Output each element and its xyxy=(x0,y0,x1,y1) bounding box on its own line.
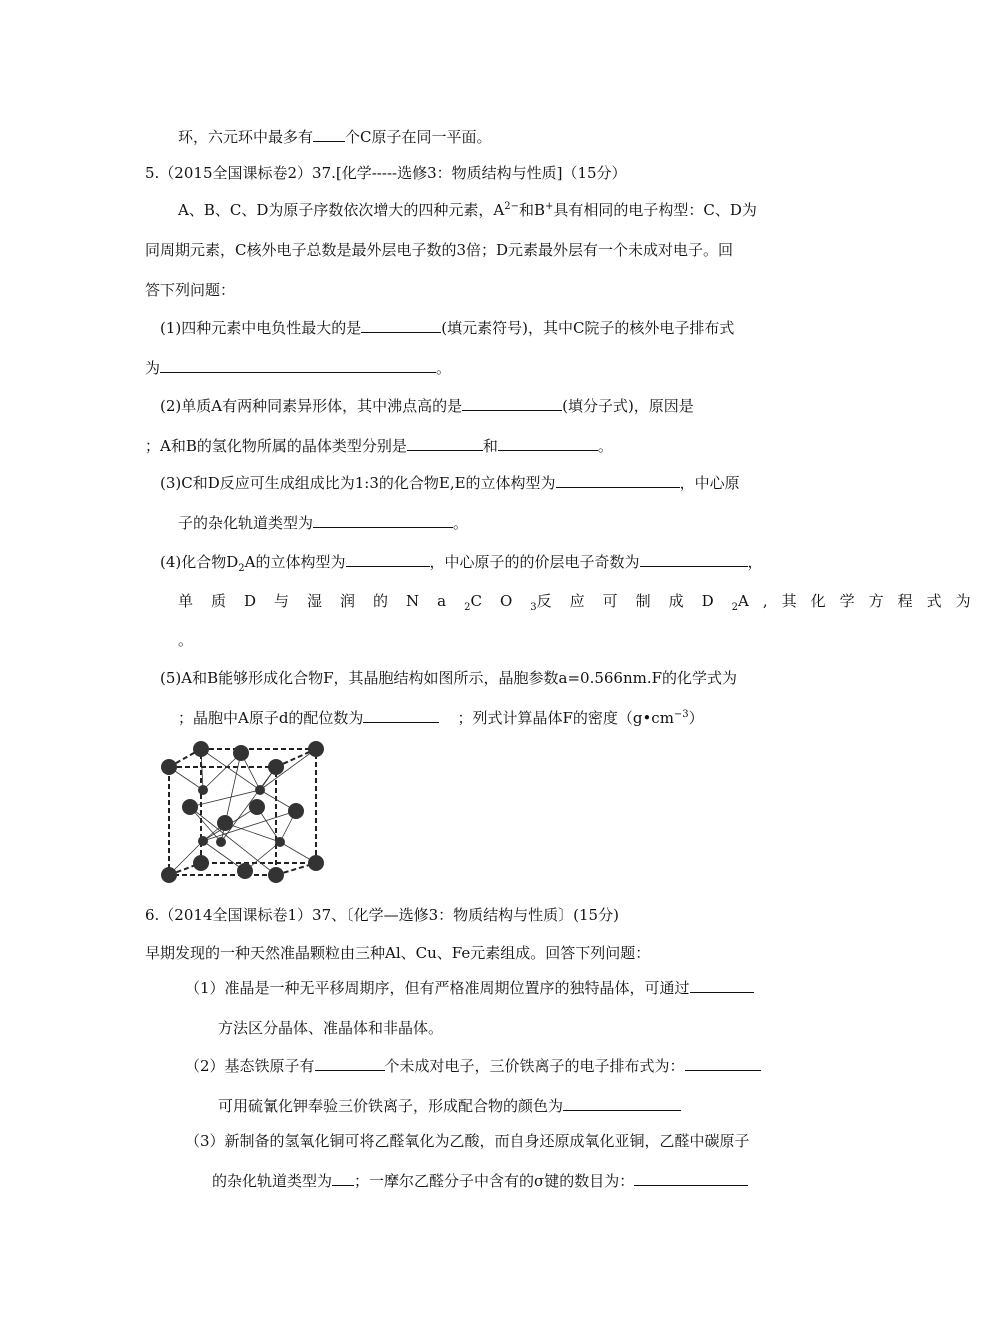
answer-blank[interactable] xyxy=(685,1056,761,1071)
q5-p4-text: (4)化合物D xyxy=(160,553,239,571)
q4-tail-text-a: 环，六元环中最多有 xyxy=(178,128,314,146)
q5-p4-line-3: 。 xyxy=(178,631,194,649)
subscript: 2 xyxy=(464,602,471,613)
q5-p1-text: (1)四种元素中电负性最大的是 xyxy=(160,319,362,337)
q5-p1-text: 。 xyxy=(436,359,452,377)
q5-p1-text: (填元素符号)，其中C院子的核外电子排布式 xyxy=(441,319,735,337)
atom xyxy=(268,867,284,883)
answer-blank[interactable] xyxy=(690,978,754,993)
q5-p3-text: ，中心原 xyxy=(679,474,740,492)
q5-p4-line-2 xyxy=(178,591,985,611)
atom xyxy=(255,785,265,795)
q5-p2-line-1 xyxy=(160,396,694,416)
superscript: 2− xyxy=(504,201,519,212)
q6-p3-line-1: （3）新制备的氢氧化铜可将乙醛氧化为乙酸，而自身还原成氧化亚铜，乙醛中碳原子 xyxy=(185,1132,750,1150)
q5-p2-line-2 xyxy=(145,436,613,456)
q5-p5-text: ；列式计算晶体F的密度（g•cm xyxy=(457,709,674,727)
q5-p4-text: 单质D与湿润的Na xyxy=(178,592,465,610)
atoms-large xyxy=(161,741,324,883)
answer-blank[interactable] xyxy=(313,127,345,142)
q5-p4-text: CO xyxy=(470,592,531,610)
q6-p2-line-1 xyxy=(185,1056,761,1076)
answer-blank[interactable] xyxy=(563,1096,681,1111)
q5-p5-line-1 xyxy=(160,668,737,688)
q5-p4-text: ，中心原子的的价层电子奇数为 xyxy=(429,553,640,571)
atom xyxy=(198,836,208,846)
answer-blank[interactable] xyxy=(160,358,436,373)
q5-p5-text: (5)A和B能够形成化合物F，其晶胞结构如图所示，晶胞参数a=0.566nm.F的化学式为 xyxy=(160,669,738,687)
q5-p4-text: 反应可制成D xyxy=(536,592,732,610)
answer-blank[interactable] xyxy=(363,708,439,723)
q5-p5-text: ；晶胞中A原子d的配位数为 xyxy=(178,709,364,727)
q5-intro-text: 具有相同的电子构型：C、D为 xyxy=(553,201,757,219)
q6-p2-line-2 xyxy=(218,1096,681,1116)
atom xyxy=(161,759,177,775)
q5-p5-text: ） xyxy=(688,709,704,727)
atom xyxy=(275,837,285,847)
atom xyxy=(182,799,198,815)
q6-p3-line-2 xyxy=(212,1171,748,1191)
q5-p1-text: 为 xyxy=(145,359,161,377)
answer-blank[interactable] xyxy=(462,396,562,411)
answer-blank[interactable] xyxy=(361,318,441,333)
q5-intro-line-3: 答下列问题： xyxy=(145,281,236,299)
atom xyxy=(288,803,304,819)
q6-p3-text: ；一摩尔乙醛分子中含有的σ键的数目为： xyxy=(354,1172,635,1190)
atom xyxy=(249,799,265,815)
answer-blank[interactable] xyxy=(315,1056,385,1071)
answer-blank[interactable] xyxy=(634,1171,748,1186)
q5-p5-line-2 xyxy=(178,708,704,728)
q4-tail-line xyxy=(178,127,492,147)
q5-intro-text: 和B xyxy=(518,201,545,219)
q5-p4-text: ， xyxy=(747,553,763,571)
subscript: 3 xyxy=(530,602,537,613)
atom xyxy=(198,785,208,795)
q4-tail-text-b: 个C原子在同一平面。 xyxy=(345,128,492,146)
atom xyxy=(217,815,233,831)
q5-intro-line-2: 同周期元素，C核外电子总数是最外层电子数的3倍；D元素最外层有一个未成对电子。回 xyxy=(145,241,734,259)
superscript: + xyxy=(544,201,554,212)
superscript: −3 xyxy=(673,709,689,720)
answer-blank[interactable] xyxy=(498,436,598,451)
answer-blank[interactable] xyxy=(313,513,453,528)
atom xyxy=(161,867,177,883)
q5-p4-line-1 xyxy=(160,552,763,572)
atom xyxy=(193,855,209,871)
answer-blank[interactable] xyxy=(332,1171,354,1186)
answer-blank[interactable] xyxy=(556,473,680,488)
atom xyxy=(216,837,226,847)
crystal-cell-diagram xyxy=(155,735,330,885)
q6-p1-text: （1）准晶是一种无平移周期序，但有严格准周期位置序的独特晶体，可通过 xyxy=(185,979,690,997)
q5-p2-text: (填分子式)，原因是 xyxy=(562,397,694,415)
atom xyxy=(237,863,253,879)
q5-intro-line-1 xyxy=(178,200,757,220)
q5-p3-line-1 xyxy=(160,473,740,493)
q5-intro-text: A、B、C、D为原子序数依次增大的四种元素，A xyxy=(178,201,505,219)
q5-p3-text: 。 xyxy=(453,514,469,532)
atom xyxy=(193,741,209,757)
q6-header: 6.（2014全国课标卷1）37、〔化学—选修3：物质结构与性质〕(15分) xyxy=(145,906,619,924)
q5-p3-text: (3)C和D反应可生成组成比为1:3的化合物E,E的立体构型为 xyxy=(160,474,556,492)
atom xyxy=(308,855,324,871)
q5-p2-text: (2)单质A有两种同素异形体，其中沸点高的是 xyxy=(160,397,463,415)
q5-p2-text: 。 xyxy=(597,437,613,455)
atom xyxy=(233,745,249,761)
q5-p2-text: 和 xyxy=(482,437,498,455)
q5-p4-text: A的立体构型为 xyxy=(244,553,346,571)
q6-p3-text: 的杂化轨道类型为 xyxy=(212,1172,333,1190)
q6-p2-text: 个未成对电子，三价铁离子的电子排布式为： xyxy=(384,1057,685,1075)
q5-header: 5.（2015全国课标卷2）37.[化学-----选修3：物质结构与性质]（15分） xyxy=(145,164,627,182)
q6-p1-line-2: 方法区分晶体、准晶体和非晶体。 xyxy=(218,1019,444,1037)
atom xyxy=(268,759,284,775)
answer-blank[interactable] xyxy=(407,436,483,451)
answer-blank[interactable] xyxy=(640,552,748,567)
q5-p4-text: A,其化学方程式为 xyxy=(738,592,985,610)
subscript: 2 xyxy=(238,563,245,574)
q6-p1-line-1 xyxy=(185,978,754,998)
atom xyxy=(308,741,324,757)
q6-p2-text: （2）基态铁原子有 xyxy=(185,1057,315,1075)
subscript: 2 xyxy=(731,602,739,613)
q5-p3-text: 子的杂化轨道类型为 xyxy=(178,514,314,532)
q5-p1-line-1 xyxy=(160,318,734,338)
q6-intro: 早期发现的一种天然准晶颗粒由三种Al、Cu、Fe元素组成。回答下列问题： xyxy=(145,944,651,962)
q6-p2-text: 可用硫氰化钾奉验三价铁离子，形成配合物的颜色为 xyxy=(218,1097,564,1115)
answer-blank[interactable] xyxy=(346,552,430,567)
q5-p1-line-2 xyxy=(145,358,451,378)
q5-p2-text: ；A和B的氢化物所属的晶体类型分别是 xyxy=(145,437,407,455)
q5-p3-line-2 xyxy=(178,513,468,533)
